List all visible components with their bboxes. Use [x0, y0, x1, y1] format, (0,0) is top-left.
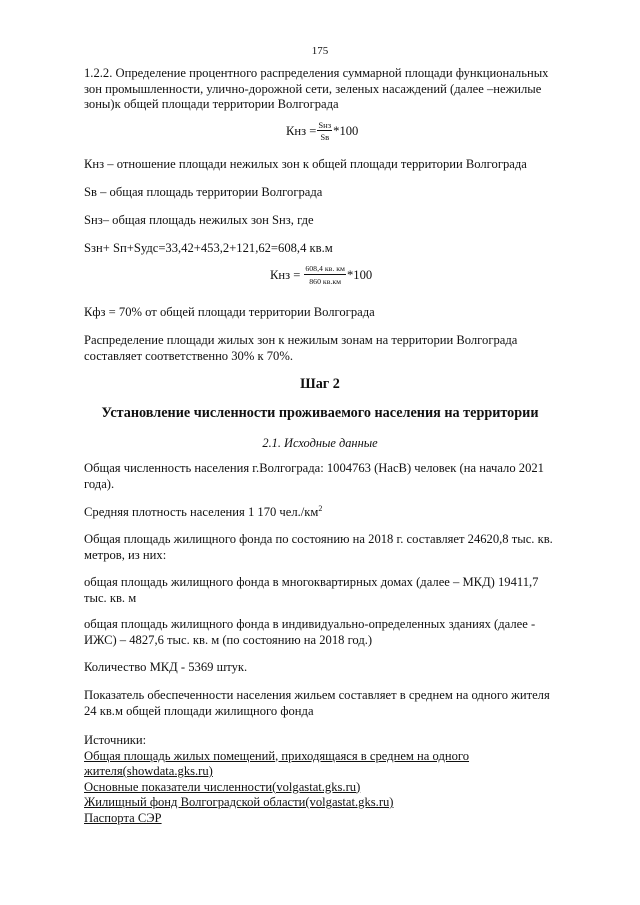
sources-block	[84, 733, 564, 826]
density-text: Средняя плотность населения 1 170 чел./км	[84, 505, 319, 519]
kfz-line: Кфз = 70% от общей площади территории Волгограда	[84, 305, 375, 319]
subsection-title: 2.1. Исходные данные	[262, 436, 378, 450]
population-paragraph: Общая численность населения г.Волгограда: 1004763 (НасВ) человек (на начало 2021 года).	[84, 461, 544, 491]
density-superscript: 2	[318, 503, 323, 513]
formula-knz	[286, 120, 358, 143]
step-heading: Шаг 2	[300, 376, 340, 392]
sum-line: Sзн+ Sп+Sудс=33,42+453,2+121,62=608,4 кв.м	[84, 241, 333, 255]
housing-total-paragraph: Общая площадь жилищного фонда по состоянию на 2018 г. составляет 24620,8 тыс. кв. метров, из них:	[84, 532, 553, 562]
definition-knz: Кнз – отношение площади нежилых зон к общей площади территории Волгограда	[84, 157, 527, 171]
formula-knz-values	[270, 264, 372, 287]
definition-sv: Sв – общая площадь территории Волгограда	[84, 185, 323, 199]
housing-izhs-paragraph: общая площадь жилищного фонда в индивидуально-определенных зданиях (далее - ИЖС) – 4827,6 тыс. кв. м (по состоянию на 2018 год.)	[84, 617, 536, 647]
source-link[interactable]: Общая площадь жилых помещений, приходящаяся в среднем на одного жителя(showdata.gks.ru)	[84, 748, 470, 778]
housing-mkd-paragraph: общая площадь жилищного фонда в многоквартирных домах (далее – МКД) 19411,7 тыс. кв. м	[84, 575, 539, 605]
definition-snz: Sнз– общая площадь нежилых зон Sнз, где	[84, 213, 314, 227]
formula-numerator: 608,4 кв. км	[305, 264, 345, 273]
formula-denominator: 860 кв.км	[309, 277, 342, 286]
section-title: 1.2.2. Определение процентного распределения суммарной площади функциональных зон промышленности, улично-дорожной сети, зеленых насаждений (далее –нежилые зоны)к общей площади территории Волгограда	[84, 66, 549, 111]
formula-denominator: Sв	[320, 132, 330, 142]
page-number: 175	[311, 45, 329, 57]
mkd-count-paragraph: Количество МКД - 5369 штук.	[84, 660, 248, 674]
source-link[interactable]: Паспорта СЭР	[84, 810, 162, 825]
formula-numerator: Sнз	[318, 120, 332, 130]
source-link[interactable]: Жилищный фонд Волгоградской области(volgastat.gks.ru)	[84, 795, 394, 809]
step-title: Установление численности проживаемого населения на территории	[101, 405, 539, 421]
provision-paragraph: Показатель обеспеченности населения жильем составляет в среднем на одного жителя 24 кв.м общей площади жилищного фонда	[84, 688, 550, 718]
distribution-paragraph: Распределение площади жилых зон к нежилым зонам на территории Волгограда составляет соответственно 30% к 70%.	[84, 333, 518, 363]
formula-lhs: Кнз =	[286, 124, 317, 138]
sources-label: Источники:	[84, 733, 147, 747]
formula-rhs: *100	[333, 124, 359, 138]
source-link[interactable]: Основные показатели численности(volgastat.gks.ru)	[84, 779, 361, 794]
formula-fraction	[304, 264, 346, 287]
formula-fraction	[317, 120, 332, 143]
density-paragraph	[84, 505, 564, 521]
formula-rhs: *100	[346, 268, 373, 282]
formula-lhs: Кнз =	[270, 268, 301, 282]
